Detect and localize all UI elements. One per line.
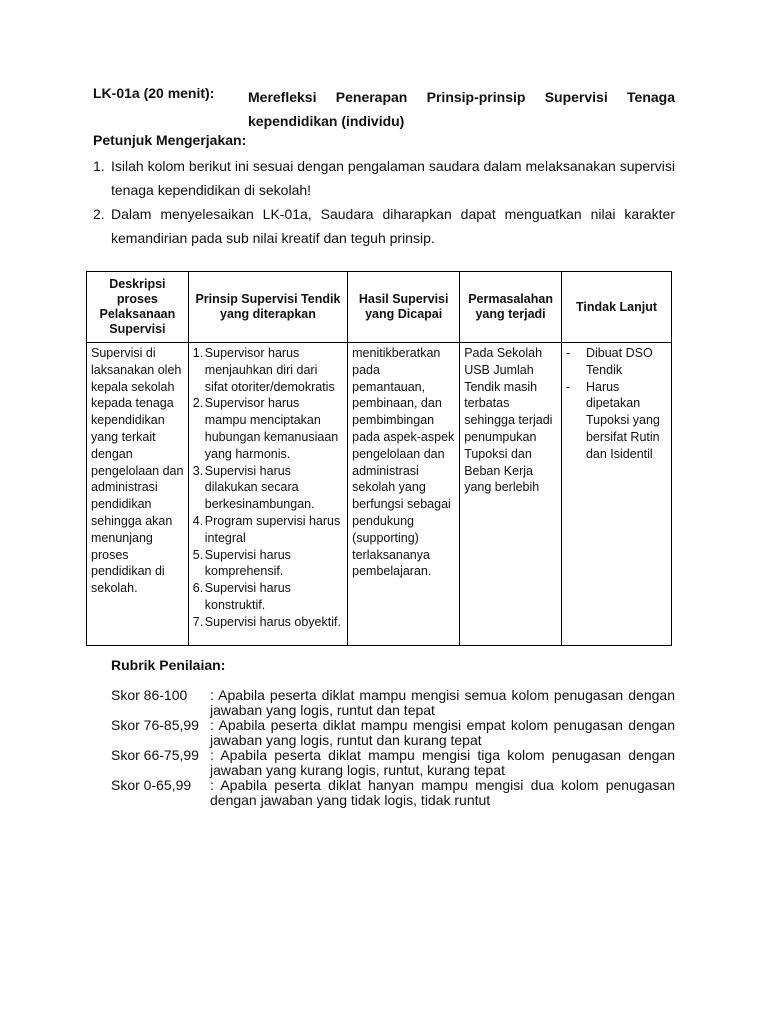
principle-number: 1. [192, 346, 204, 360]
principle-text: Supervisor harus menjauhkan diri dari sifat otoriter/demokratis [204, 346, 335, 394]
rubric-row [111, 718, 675, 748]
rubric-description: : Apabila peserta diklat mampu mengisi empat kolom penugasan dengan jawaban yang logis, runtut dan kurang tepat [210, 717, 675, 748]
header-problems: Permasalahan yang terjadi [460, 272, 562, 343]
follow-up-item [566, 345, 667, 379]
cell-follow-up [561, 343, 671, 646]
rubric-title: Rubrik Penilaian: [111, 657, 226, 673]
rubric-list [111, 688, 675, 808]
principle-item [193, 345, 343, 395]
principle-number: 2. [192, 396, 204, 411]
instruction-number: 1. [93, 158, 105, 174]
cell-problems: Pada Sekolah USB Jumlah Tendik masih terbatas sehingga terjadi penumpukan Tupoksi dan Beban Kerja yang berlebih [460, 343, 562, 646]
principle-number: 5. [192, 547, 204, 562]
follow-up-text: Harus dipetakan Tupoksi yang bersifat Rutin dan Isidentil [585, 379, 660, 461]
instruction-text: Isilah kolom berikut ini sesuai dengan pengalaman saudara dalam melaksanakan supervisi tenaga kependidikan di sekolah! [111, 158, 675, 198]
principle-text: Supervisi harus konstruktif. [204, 581, 291, 612]
rubric-score: Skor 86-100 [111, 687, 188, 703]
dash-marker: - [565, 379, 571, 394]
follow-up-list [566, 345, 667, 463]
rubric-row [111, 748, 675, 778]
follow-up-text: Dibuat DSO Tendik [585, 346, 653, 377]
rubric-score: Skor 66-75,99 [111, 747, 199, 763]
instruction-item [93, 154, 675, 202]
principle-number: 4. [192, 513, 204, 528]
cell-description: Supervisi di laksanakan oleh kepala sekolah kepada tenaga kependidikan yang terkait dengan pengelolaan dan administrasi pendidikan sehingga akan menunjang proses pendidikan di sekolah. [87, 343, 189, 646]
rubric-row [111, 688, 675, 718]
rubric-description: : Apabila peserta diklat hanyan mampu mengisi dua kolom penugasan dengan jawaban yang tidak logis, tidak runtut [210, 777, 675, 808]
principle-item [193, 580, 343, 614]
principle-text: Supervisi harus dilakukan secara berkesinambungan. [204, 463, 315, 512]
header-follow-up: Tindak Lanjut [561, 272, 671, 343]
rubric-score: Skor 0-65,99 [111, 777, 192, 793]
instructions-title: Petunjuk Mengerjakan: [93, 132, 247, 148]
worksheet-code: LK-01a (20 menit): [93, 85, 215, 101]
follow-up-item [566, 379, 667, 463]
principle-text: Supervisor harus mampu menciptakan hubungan kemanusiaan yang harmonis. [204, 396, 339, 461]
table-header-row [87, 272, 672, 343]
rubric-row [111, 778, 675, 808]
principle-item [193, 513, 343, 547]
principle-number: 7. [192, 614, 204, 629]
principle-item [193, 614, 343, 631]
principle-text: Program supervisi harus integral [204, 513, 341, 545]
principle-item [193, 395, 343, 462]
header-description: Deskripsi proses Pelaksanaan Supervisi [87, 272, 189, 343]
reflection-table [86, 271, 672, 646]
instruction-text: Dalam menyelesaikan LK-01a, Saudara diharapkan dapat menguatkan nilai karakter kemandirian pada sub nilai kreatif dan teguh prinsip. [111, 206, 675, 246]
table-row [87, 343, 672, 646]
principles-list [193, 345, 343, 631]
instruction-number: 2. [93, 206, 105, 222]
principle-text: Supervisi harus obyektif. [204, 614, 341, 629]
dash-marker: - [565, 346, 571, 360]
rubric-description: : Apabila peserta diklat mampu mengisi semua kolom penugasan dengan jawaban yang logis, runtut dan tepat [210, 687, 675, 718]
rubric-score: Skor 76-85,99 [111, 717, 199, 733]
rubric-description: : Apabila peserta diklat mampu mengisi tiga kolom penugasan dengan jawaban yang kurang logis, runtut, kurang tepat [210, 747, 675, 778]
header-principles: Prinsip Supervisi Tendik yang diterapkan [188, 272, 347, 343]
instructions-list [93, 154, 675, 250]
principle-item [193, 547, 343, 581]
principle-number: 6. [192, 581, 204, 596]
principle-text: Supervisi harus komprehensif. [204, 547, 291, 579]
principle-number: 3. [192, 463, 204, 478]
cell-principles [188, 343, 347, 646]
instruction-item [93, 202, 675, 250]
worksheet-title: Merefleksi Penerapan Prinsip-prinsip Supervisi Tenaga kependidikan (individu) [248, 89, 675, 129]
principle-item [193, 463, 343, 513]
cell-results: menitikberatkan pada pemantauan, pembinaan, dan pembimbingan pada aspek-aspek pengelolaan dan administrasi sekolah yang berfungsi sebagai pendukung (supporting) terlaksananya pembelajaran. [348, 343, 460, 646]
header-results: Hasil Supervisi yang Dicapai [348, 272, 460, 343]
